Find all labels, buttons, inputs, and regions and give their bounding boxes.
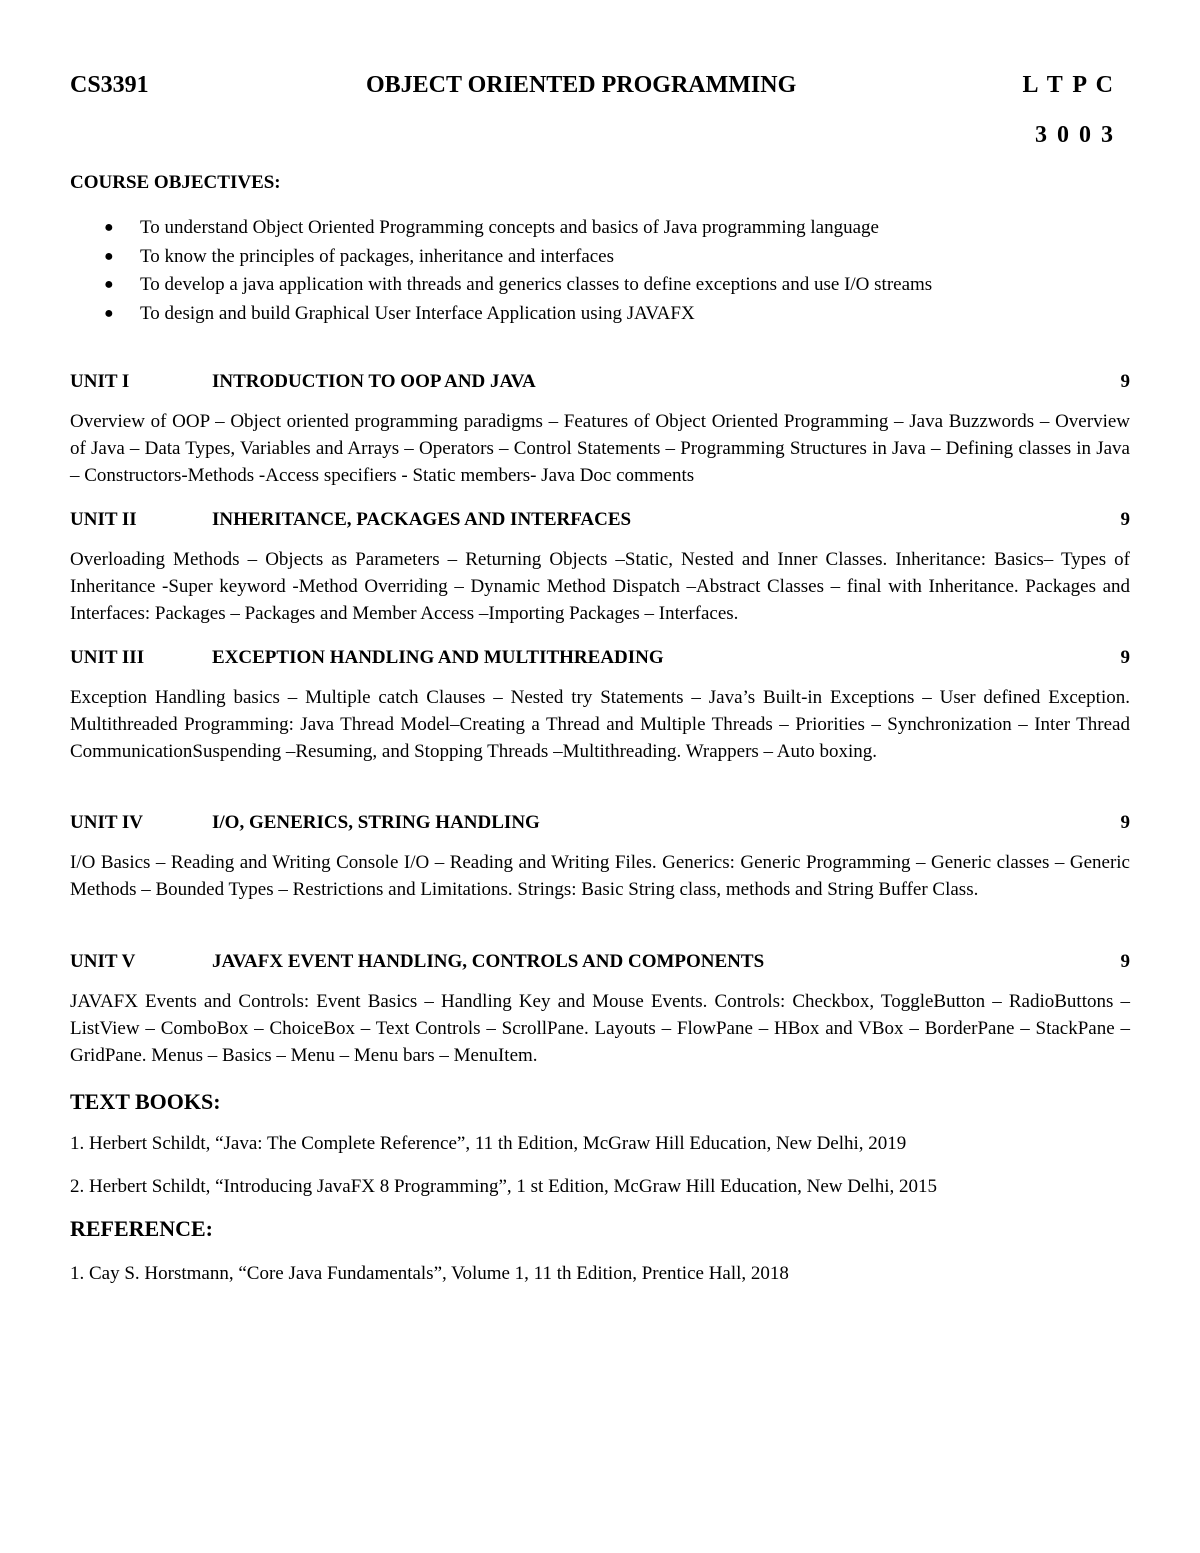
unit-heading [70, 948, 1130, 976]
textbook-item: 1. Herbert Schildt, “Java: The Complete Reference”, 11 th Edition, McGraw Hill Education, New Delhi, 2019 [70, 1133, 907, 1154]
objectives-list [70, 214, 1130, 328]
unit-heading [70, 506, 1130, 534]
unit-number: UNIT I [70, 371, 130, 392]
unit-heading [70, 809, 1130, 837]
unit-section [70, 368, 1130, 489]
unit-title: INTRODUCTION TO OOP AND JAVA [212, 371, 536, 392]
unit-section [70, 644, 1130, 765]
objective-item: ● To develop a java application with threads and generics classes to define exceptions and use I/O streams [70, 271, 1130, 300]
unit-content: Exception Handling basics – Multiple catch Clauses – Nested try Statements – Java’s Built-in Exceptions – User defined Exception. Multithreaded Programming: Java Thread Model–Creating a Thread and Multiple Threads – Priorities – Synchronization – Inter Thread CommunicationSuspending –Resuming, and Stopping Threads –Multithreading. Wrappers – Auto boxing. [70, 687, 1130, 762]
unit-hours: 9 [1120, 951, 1130, 972]
textbooks-title: TEXT BOOKS: [70, 1089, 221, 1114]
objective-item: ● To design and build Graphical User Interface Application using JAVAFX [70, 300, 1130, 329]
unit-title: INHERITANCE, PACKAGES AND INTERFACES [212, 509, 632, 530]
unit-hours: 9 [1120, 509, 1130, 530]
bullet-icon: ● [104, 276, 114, 293]
objective-item: ● To understand Object Oriented Programming concepts and basics of Java programming language [70, 214, 1130, 243]
unit-section [70, 809, 1130, 903]
unit-section [70, 948, 1130, 1069]
course-title: OBJECT ORIENTED PROGRAMMING [366, 72, 797, 98]
course-header [70, 72, 1115, 106]
unit-heading [70, 644, 1130, 672]
unit-content: Overloading Methods – Objects as Parameters – Returning Objects –Static, Nested and Inner Classes. Inheritance: Basics– Types of Inheritance -Super keyword -Method Overriding – Dynamic Method Dispatch –Abstract Classes – final with Inheritance. Packages and Interfaces: Packages – Packages and Member Access –Importing Packages – Interfaces. [70, 549, 1130, 624]
unit-title: JAVAFX EVENT HANDLING, CONTROLS AND COMPONENTS [212, 951, 765, 972]
ltpc-label: L T P C [1022, 72, 1115, 98]
unit-content: Overview of OOP – Object oriented programming paradigms – Features of Object Oriented Programming – Java Buzzwords – Overview of Java – Data Types, Variables and Arrays – Operators – Control Statements – Programming Structures in Java – Defining classes in Java – Constructors-Methods -Access specifiers - Static members- Java Doc comments [70, 411, 1130, 486]
reference-item: 1. Cay S. Horstmann, “Core Java Fundamentals”, Volume 1, 11 th Edition, Prentice Hall, 2018 [70, 1263, 789, 1284]
course-code: CS3391 [70, 72, 149, 98]
bullet-icon: ● [104, 247, 114, 265]
unit-hours: 9 [1120, 647, 1130, 668]
unit-hours: 9 [1120, 371, 1130, 392]
textbook-item: 2. Herbert Schildt, “Introducing JavaFX 8 Programming”, 1 st Edition, McGraw Hill Education, New Delhi, 2015 [70, 1176, 937, 1197]
unit-title: EXCEPTION HANDLING AND MULTITHREADING [212, 647, 664, 668]
unit-content: I/O Basics – Reading and Writing Console I/O – Reading and Writing Files. Generics: Generic Programming – Generic classes – Generic Methods – Bounded Types – Restrictions and Limitations. Strings: Basic String class, methods and String Buffer Class. [70, 852, 1130, 900]
objective-item: ● To know the principles of packages, inheritance and interfaces [70, 243, 1130, 272]
unit-hours: 9 [1120, 812, 1130, 833]
bullet-icon: ● [104, 304, 114, 322]
ltpc-values: 3 0 0 3 [1035, 122, 1115, 148]
unit-number: UNIT IV [70, 812, 144, 833]
objectives-title: COURSE OBJECTIVES: [70, 172, 281, 193]
unit-number: UNIT V [70, 951, 136, 972]
bullet-icon: ● [104, 219, 114, 236]
unit-title: I/O, GENERICS, STRING HANDLING [212, 812, 540, 833]
unit-section [70, 506, 1130, 627]
reference-title: REFERENCE: [70, 1216, 214, 1241]
unit-number: UNIT III [70, 647, 145, 668]
unit-number: UNIT II [70, 509, 137, 530]
unit-content: JAVAFX Events and Controls: Event Basics – Handling Key and Mouse Events. Controls: Checkbox, ToggleButton – RadioButtons – ListView – ComboBox – ChoiceBox – Text Controls – ScrollPane. Layouts – FlowPane – HBox and VBox – BorderPane – StackPane – GridPane. Menus – Basics – Menu – Menu bars – MenuItem. [70, 991, 1130, 1066]
unit-heading [70, 368, 1130, 396]
